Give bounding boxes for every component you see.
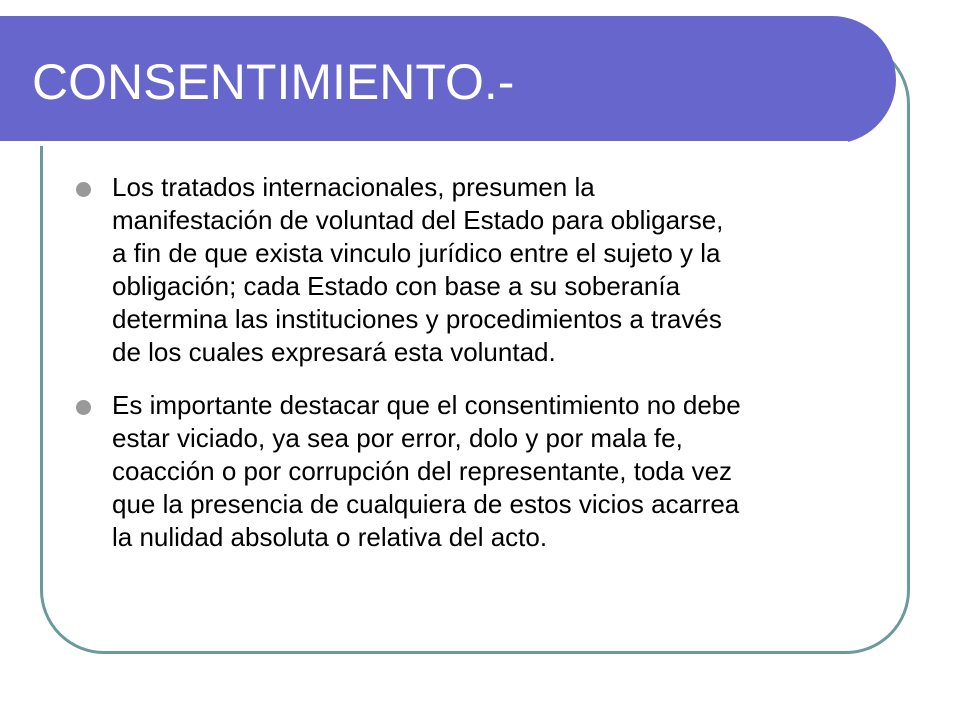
title-bar	[0, 16, 896, 144]
bullet-line: manifestación de voluntad del Estado para obligarse,	[112, 205, 724, 235]
bullet-line: Es importante destacar que el consentimiento no debe	[112, 390, 741, 420]
bullet-line: determina las instituciones y procedimientos a través	[112, 304, 722, 334]
bullet-line: Los tratados internacionales, presumen la	[112, 172, 595, 202]
bullet-line: estar viciado, ya sea por error, dolo y por mala fe,	[112, 423, 683, 453]
bullet-line: de los cuales expresará esta voluntad.	[112, 337, 556, 367]
bullet-dot-icon	[76, 400, 91, 415]
bullet-line: obligación; cada Estado con base a su soberanía	[112, 271, 681, 301]
bullet-text	[112, 389, 896, 554]
title-underline	[0, 141, 848, 146]
bullet-dot-icon	[76, 182, 91, 197]
bullet-line: coacción o por corrupción del representante, toda vez	[112, 456, 733, 486]
bullet-item	[76, 171, 896, 369]
bullet-item	[76, 389, 896, 554]
bullet-line: que la presencia de cualquiera de estos vicios acarrea	[112, 489, 740, 519]
bullet-line: la nulidad absoluta o relativa del acto.	[112, 522, 548, 552]
bullet-line: a fin de que exista vinculo jurídico entre el sujeto y la	[112, 238, 721, 268]
slide-title: CONSENTIMIENTO.-	[32, 54, 515, 110]
bullet-text	[112, 171, 896, 369]
bullet-list	[76, 171, 896, 574]
